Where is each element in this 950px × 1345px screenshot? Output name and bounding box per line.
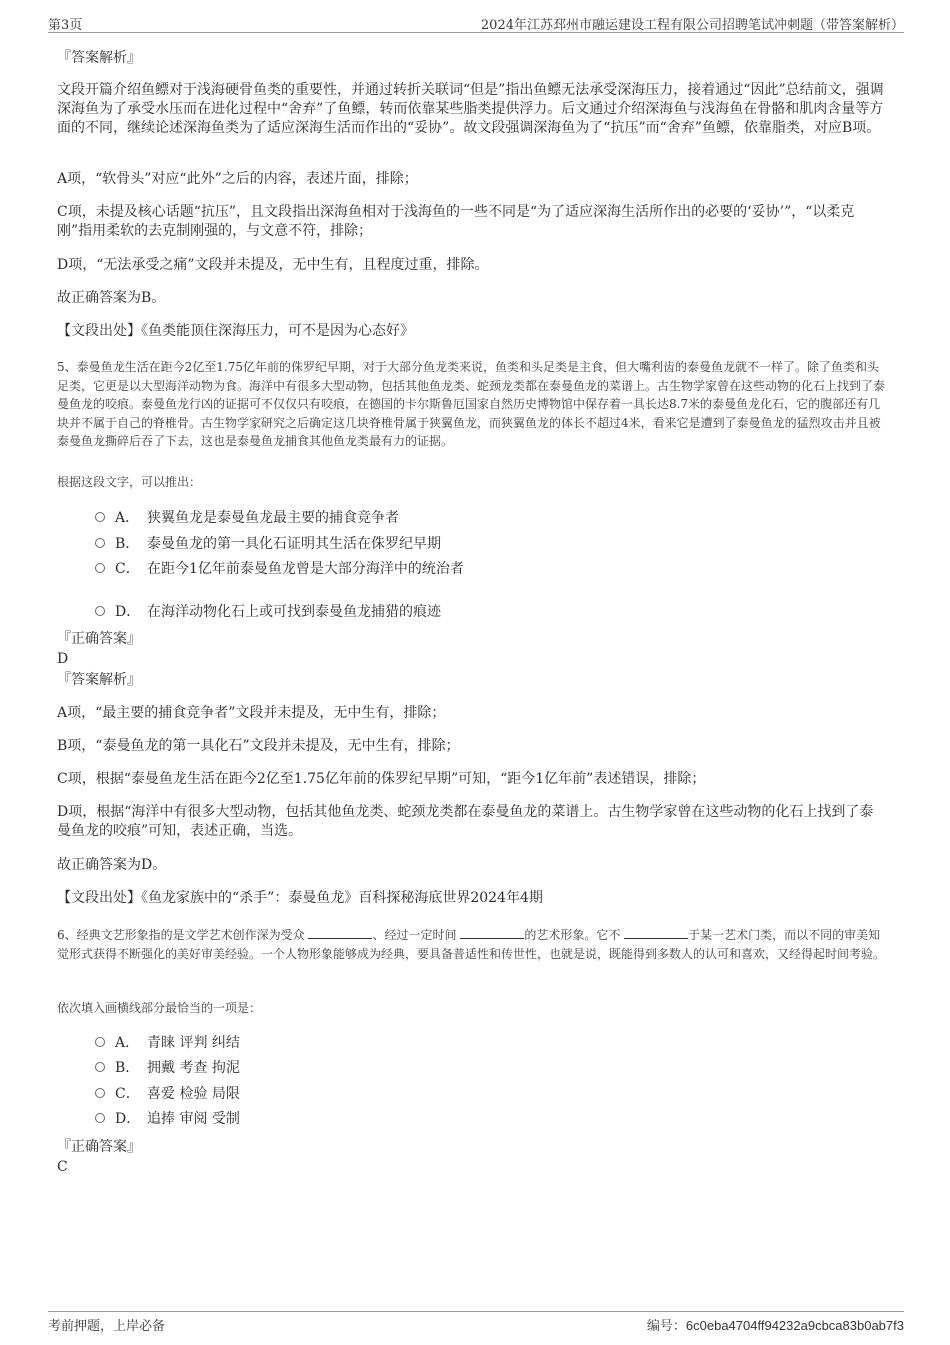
q6-option-d-letter: D． <box>115 1111 141 1127</box>
q4-option-c-analysis: C项，未提及核心话题“抗压”，且文段指出深海鱼相对于浅海鱼的一些不同是“为了适应深海生活所作出的必要的‘妥协’”，“以柔克刚”指用柔软的去克制刚强的，与文意不符，排除； <box>57 204 855 239</box>
q4-option-d-analysis: D项，“无法承受之痛”文段并未提及，无中生有，且程度过重，排除。 <box>57 257 489 273</box>
q6-option-b-text: 拥戴 考查 拘泥 <box>147 1060 240 1076</box>
footer-code-value: 6c0eba4704ff94232a9cbca83b0ab7f3 <box>685 1318 904 1333</box>
q5-correct-label: 『正确答案』 <box>57 631 141 647</box>
q4-analysis-label: 『答案解析』 <box>57 50 141 66</box>
radio-icon[interactable] <box>95 1037 105 1047</box>
q5-option-c-letter: C． <box>115 561 140 577</box>
page-footer <box>48 1311 904 1332</box>
q5-source: 【文段出处】《鱼龙家族中的“杀手”：泰曼鱼龙》百科探秘海底世界2024年4期 <box>57 890 543 906</box>
q5-option-d[interactable] <box>95 602 441 622</box>
q6-option-b[interactable] <box>95 1058 240 1078</box>
document-title: 2024年江苏邳州市融运建设工程有限公司招聘笔试冲刺题（带答案解析） <box>480 18 904 33</box>
radio-icon[interactable] <box>95 512 105 522</box>
q5-option-b-text: 泰曼鱼龙的第一具化石证明其生活在侏罗纪早期 <box>147 536 441 552</box>
q6-correct-label: 『正确答案』 <box>57 1139 141 1155</box>
radio-icon[interactable] <box>95 1062 105 1072</box>
q6-blank-2 <box>460 926 524 939</box>
q5-option-c-text: 在距今1亿年前泰曼鱼龙曾是大部分海洋中的统治者 <box>147 561 464 577</box>
q5-option-d-text: 在海洋动物化石上或可找到泰曼鱼龙捕猎的痕迹 <box>147 604 441 620</box>
q6-option-c-text: 喜爱 检验 局限 <box>147 1086 240 1102</box>
footer-code-label: 编号： <box>646 1319 686 1334</box>
q6-stem <box>57 926 887 963</box>
q5-option-a-letter: A． <box>115 510 140 526</box>
q4-option-a-analysis: A项，“软骨头”对应“此外”之后的内容，表述片面，排除； <box>57 171 418 187</box>
q6-prompt: 依次填入画横线部分最恰当的一项是： <box>57 1001 262 1015</box>
radio-icon[interactable] <box>95 563 105 573</box>
radio-icon[interactable] <box>95 1113 105 1123</box>
q6-option-c-letter: C． <box>115 1086 140 1102</box>
q4-source: 【文段出处】《鱼类能顶住深海压力，可不是因为心态好》 <box>57 323 414 339</box>
q6-option-d-text: 追捧 审阅 受制 <box>147 1111 240 1127</box>
q5-option-a[interactable] <box>95 508 399 528</box>
q5-option-c-analysis: C项，根据“泰曼鱼龙生活在距今2亿至1.75亿年前的侏罗纪早期”可知，“距今1亿年前”表述错误，排除； <box>57 771 706 787</box>
q6-option-b-letter: B． <box>115 1060 140 1076</box>
q6-option-a-letter: A． <box>115 1035 140 1051</box>
q5-option-c[interactable] <box>95 559 464 579</box>
q5-conclusion: 故正确答案为D。 <box>57 857 167 873</box>
footer-code <box>647 1315 904 1334</box>
q5-option-d-letter: D． <box>115 604 141 620</box>
q5-correct-answer: D <box>57 651 69 667</box>
q4-analysis-main: 文段开篇介绍鱼鳔对于浅海硬骨鱼类的重要性，并通过转折关联词“但是”指出鱼鳔无法承受深海压力，接着通过“因此”总结前文，强调深海鱼为了承受水压而在进化过程中“舍弃”了鱼鳔，转而依靠某些脂类提供浮力。后文通过介绍深海鱼与浅海鱼在骨骼和肌肉含量等方面的不同，继续论述深海鱼类为了适应深海生活而作出的“妥协”。故文段强调深海鱼为了“抗压”而“舍弃”鱼鳔，依靠脂类，对应B项。 <box>57 82 884 136</box>
q5-option-a-analysis: A项，“最主要的捕食竞争者”文段并未提及，无中生有，排除； <box>57 705 446 721</box>
q5-prompt: 根据这段文字，可以推出： <box>57 475 202 489</box>
radio-icon[interactable] <box>95 1088 105 1098</box>
q5-option-b-letter: B． <box>115 536 140 552</box>
radio-icon[interactable] <box>95 538 105 548</box>
q5-option-b-analysis: B项，“泰曼鱼龙的第一具化石”文段并未提及，无中生有，排除； <box>57 738 460 754</box>
q6-stem-part3: 的艺术形象。它不 <box>524 928 621 942</box>
q5-option-a-text: 狭翼鱼龙是泰曼鱼龙最主要的捕食竞争者 <box>147 510 399 526</box>
q5-option-b[interactable] <box>95 534 441 554</box>
q5-option-d-analysis: D项，根据“海洋中有很多大型动物，包括其他鱼龙类、蛇颈龙类都在泰曼鱼龙的菜谱上。古生物学家曾在这些动物的化石上找到了泰曼鱼龙的咬痕”可知，表述正确，当选。 <box>57 804 874 839</box>
q6-option-a[interactable] <box>95 1033 240 1053</box>
q6-option-a-text: 青睐 评判 纠结 <box>147 1035 240 1051</box>
q6-blank-3 <box>624 926 688 939</box>
page-header <box>48 14 904 33</box>
q5-stem: 5、泰曼鱼龙生活在距今2亿至1.75亿年前的侏罗纪早期，对于大部分鱼龙类来说，鱼类和头足类是主食，但大嘴利齿的泰曼鱼龙就不一样了。除了鱼类和头足类，它更是以大型海洋动物为食。海洋中有很多大型动物，包括其他鱼龙类、蛇颈龙类都在泰曼鱼龙的菜谱上。古生物学家曾在这些动物的化石上找到了泰曼鱼龙的咬痕。泰曼鱼龙行凶的证据可不仅仅只有咬痕，在德国的卡尔斯鲁厄国家自然历史博物馆中保存着一具长达8.7米的泰曼鱼龙化石，它的腹部还有几块并不属于自己的脊椎骨。古生物学家研究之后确定这几块脊椎骨属于狭翼鱼龙，而狭翼鱼龙的体长不超过4米，看来它是遭到了泰曼鱼龙的猛烈攻击并且被泰曼鱼龙撕碎后吞了下去，这也是泰曼鱼龙捕食其他鱼龙类最有力的证据。 <box>57 360 886 448</box>
q5-analysis-label: 『答案解析』 <box>57 672 141 688</box>
q6-option-c[interactable] <box>95 1084 240 1104</box>
radio-icon[interactable] <box>95 606 105 616</box>
q6-correct-answer: C <box>57 1159 68 1175</box>
q6-stem-part1: 6、经典文艺形象指的是文学艺术创作深为受众 <box>57 928 305 942</box>
q6-option-d[interactable] <box>95 1109 240 1129</box>
page-number: 第3页 <box>48 18 83 33</box>
q6-stem-part2: 、经过一定时间 <box>372 928 457 942</box>
q6-stem-part4: 于某一艺术门类，而以不同的审美知觉形式获得不断强化的美好审美经验。一个人物形象能够成为经典，要具备普适性和传世性，也就是说，既能得到多数人的认可和喜欢，又经得起时间考验。 <box>57 928 886 961</box>
footer-motto: 考前押题，上岸必备 <box>48 1319 166 1334</box>
q4-conclusion: 故正确答案为B。 <box>57 290 166 306</box>
q6-blank-1 <box>308 926 372 939</box>
